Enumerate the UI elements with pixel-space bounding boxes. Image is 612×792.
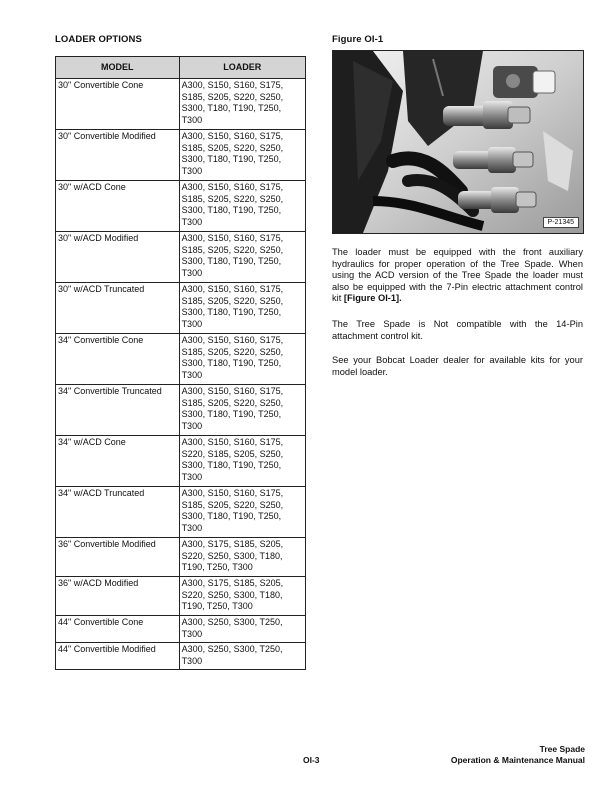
model-cell: 34" Convertible Cone: [56, 334, 180, 385]
footer-title-block: [451, 744, 585, 766]
table-row: [56, 130, 306, 181]
page-number: OI-3: [303, 755, 320, 765]
loader-cell: A300, S250, S300, T250, T300: [179, 643, 305, 670]
model-cell: 36" Convertible Modified: [56, 538, 180, 577]
loader-cell: A300, S150, S160, S175, S185, S205, S220, S250, S300, T180, T190, T250, T300: [179, 181, 305, 232]
table-row: [56, 643, 306, 670]
loader-cell: A300, S250, S300, T250, T300: [179, 616, 305, 643]
loader-cell: A300, S150, S160, S175, S185, S205, S220, S250, S300, T180, T190, T250, T300: [179, 79, 305, 130]
table-row: [56, 283, 306, 334]
section-title: LOADER OPTIONS: [55, 34, 142, 45]
table-row: [56, 487, 306, 538]
model-cell: 30" w/ACD Cone: [56, 181, 180, 232]
table-row: [56, 616, 306, 643]
model-cell: 30" w/ACD Modified: [56, 232, 180, 283]
loader-cell: A300, S150, S160, S175, S220, S185, S205, S250, S300, T180, T190, T250, T300: [179, 436, 305, 487]
column-header-loader: LOADER: [179, 57, 305, 79]
model-cell: 44" Convertible Modified: [56, 643, 180, 670]
table-row: [56, 436, 306, 487]
loader-cell: A300, S150, S160, S175, S185, S205, S220, S250, S300, T180, T190, T250, T300: [179, 232, 305, 283]
loader-cell: A300, S175, S185, S205, S220, S250, S300, T180, T190, T250, T300: [179, 538, 305, 577]
table-row: [56, 232, 306, 283]
table-row: [56, 538, 306, 577]
table-row: [56, 334, 306, 385]
loader-options-table: [55, 56, 306, 670]
hydraulic-couplers-illustration: [333, 51, 583, 233]
model-cell: 34" Convertible Truncated: [56, 385, 180, 436]
figure-photo: [332, 50, 584, 234]
footer-manual: Operation & Maintenance Manual: [450, 755, 585, 765]
model-cell: 30" Convertible Modified: [56, 130, 180, 181]
table-header-row: [56, 57, 306, 79]
loader-cell: A300, S150, S160, S175, S185, S205, S220, S250, S300, T180, T190, T250, T300: [179, 487, 305, 538]
model-cell: 36" w/ACD Modified: [56, 577, 180, 616]
paragraph-dealer: See your Bobcat Loader dealer for available kits for your model loader.: [332, 355, 583, 377]
loader-cell: A300, S150, S160, S175, S185, S205, S220, S250, S300, T180, T190, T250, T300: [179, 385, 305, 436]
footer-product: Tree Spade: [539, 744, 585, 754]
paragraph-requirements-text: The loader must be equipped with the front auxiliary hydraulics for proper operation of the Tree Spade. When using the ACD version of the Tree Spade the loader must also be equipped with the 7-Pin electric attachment control kit: [332, 247, 583, 304]
table-row: [56, 577, 306, 616]
table-body: [56, 79, 306, 670]
figure-reference: [Figure OI-1].: [343, 293, 402, 304]
paragraph-requirements: [332, 247, 583, 305]
model-cell: 44" Convertible Cone: [56, 616, 180, 643]
loader-cell: A300, S150, S160, S175, S185, S205, S220, S250, S300, T180, T190, T250, T300: [179, 334, 305, 385]
model-cell: 30" w/ACD Truncated: [56, 283, 180, 334]
loader-cell: A300, S150, S160, S175, S185, S205, S220, S250, S300, T180, T190, T250, T300: [179, 130, 305, 181]
table-row: [56, 79, 306, 130]
model-cell: 34" w/ACD Cone: [56, 436, 180, 487]
loader-cell: A300, S175, S185, S205, S220, S250, S300, T180, T190, T250, T300: [179, 577, 305, 616]
column-header-model: MODEL: [56, 57, 180, 79]
paragraph-compatibility: The Tree Spade is Not compatible with the 14-Pin attachment control kit.: [332, 319, 583, 341]
model-cell: 30" Convertible Cone: [56, 79, 180, 130]
figure-id-label: P-21345: [543, 217, 579, 228]
table-row: [56, 385, 306, 436]
table-row: [56, 181, 306, 232]
figure-title: Figure OI-1: [332, 34, 384, 45]
loader-cell: A300, S150, S160, S175, S185, S205, S220, S250, S300, T180, T190, T250, T300: [179, 283, 305, 334]
model-cell: 34" w/ACD Truncated: [56, 487, 180, 538]
